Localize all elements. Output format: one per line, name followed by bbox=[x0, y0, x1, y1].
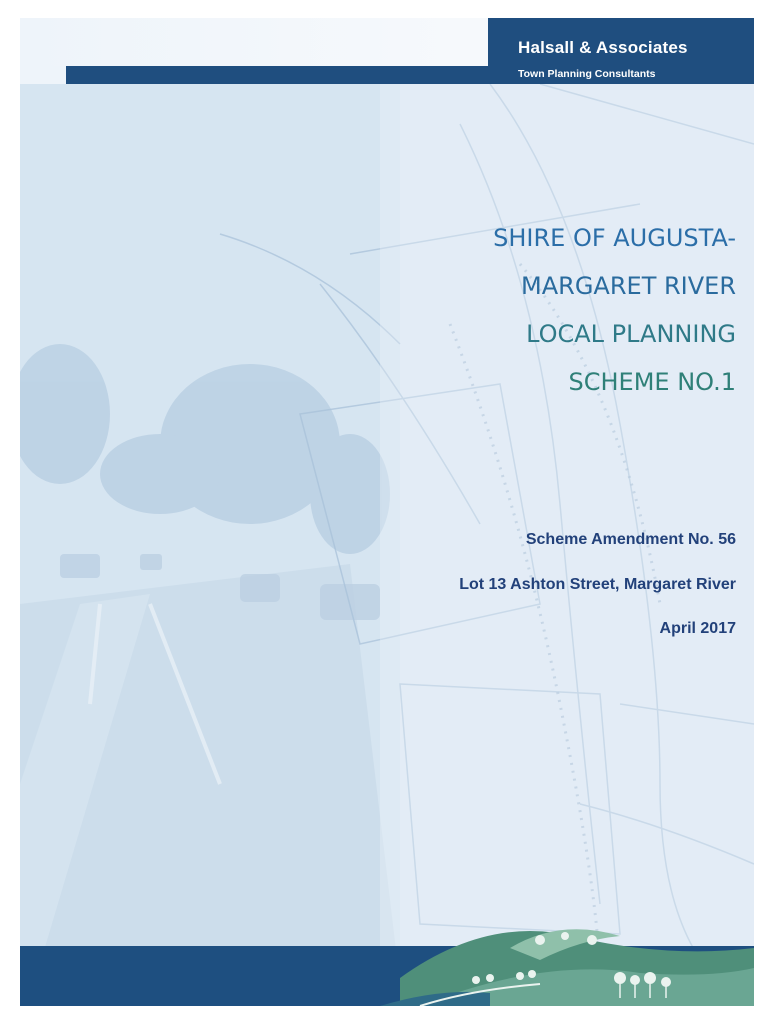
title-line: SHIRE OF AUGUSTA- bbox=[493, 224, 736, 252]
company-name: Halsall & Associates bbox=[518, 38, 688, 57]
document-title bbox=[493, 214, 736, 406]
document-date: April 2017 bbox=[659, 620, 736, 637]
document-details bbox=[416, 530, 736, 639]
hills-illustration bbox=[20, 918, 754, 1006]
title-line: MARGARET RIVER bbox=[521, 272, 736, 300]
title-line: SCHEME NO.1 bbox=[568, 368, 736, 396]
lot-address: Lot 13 Ashton Street, Margaret River bbox=[459, 576, 736, 593]
title-line: LOCAL PLANNING bbox=[526, 320, 736, 348]
amendment-number: Scheme Amendment No. 56 bbox=[525, 531, 736, 548]
header-stripe-left bbox=[20, 66, 66, 84]
company-tagline: Town Planning Consultants bbox=[518, 68, 656, 80]
cover-page bbox=[20, 18, 754, 1006]
